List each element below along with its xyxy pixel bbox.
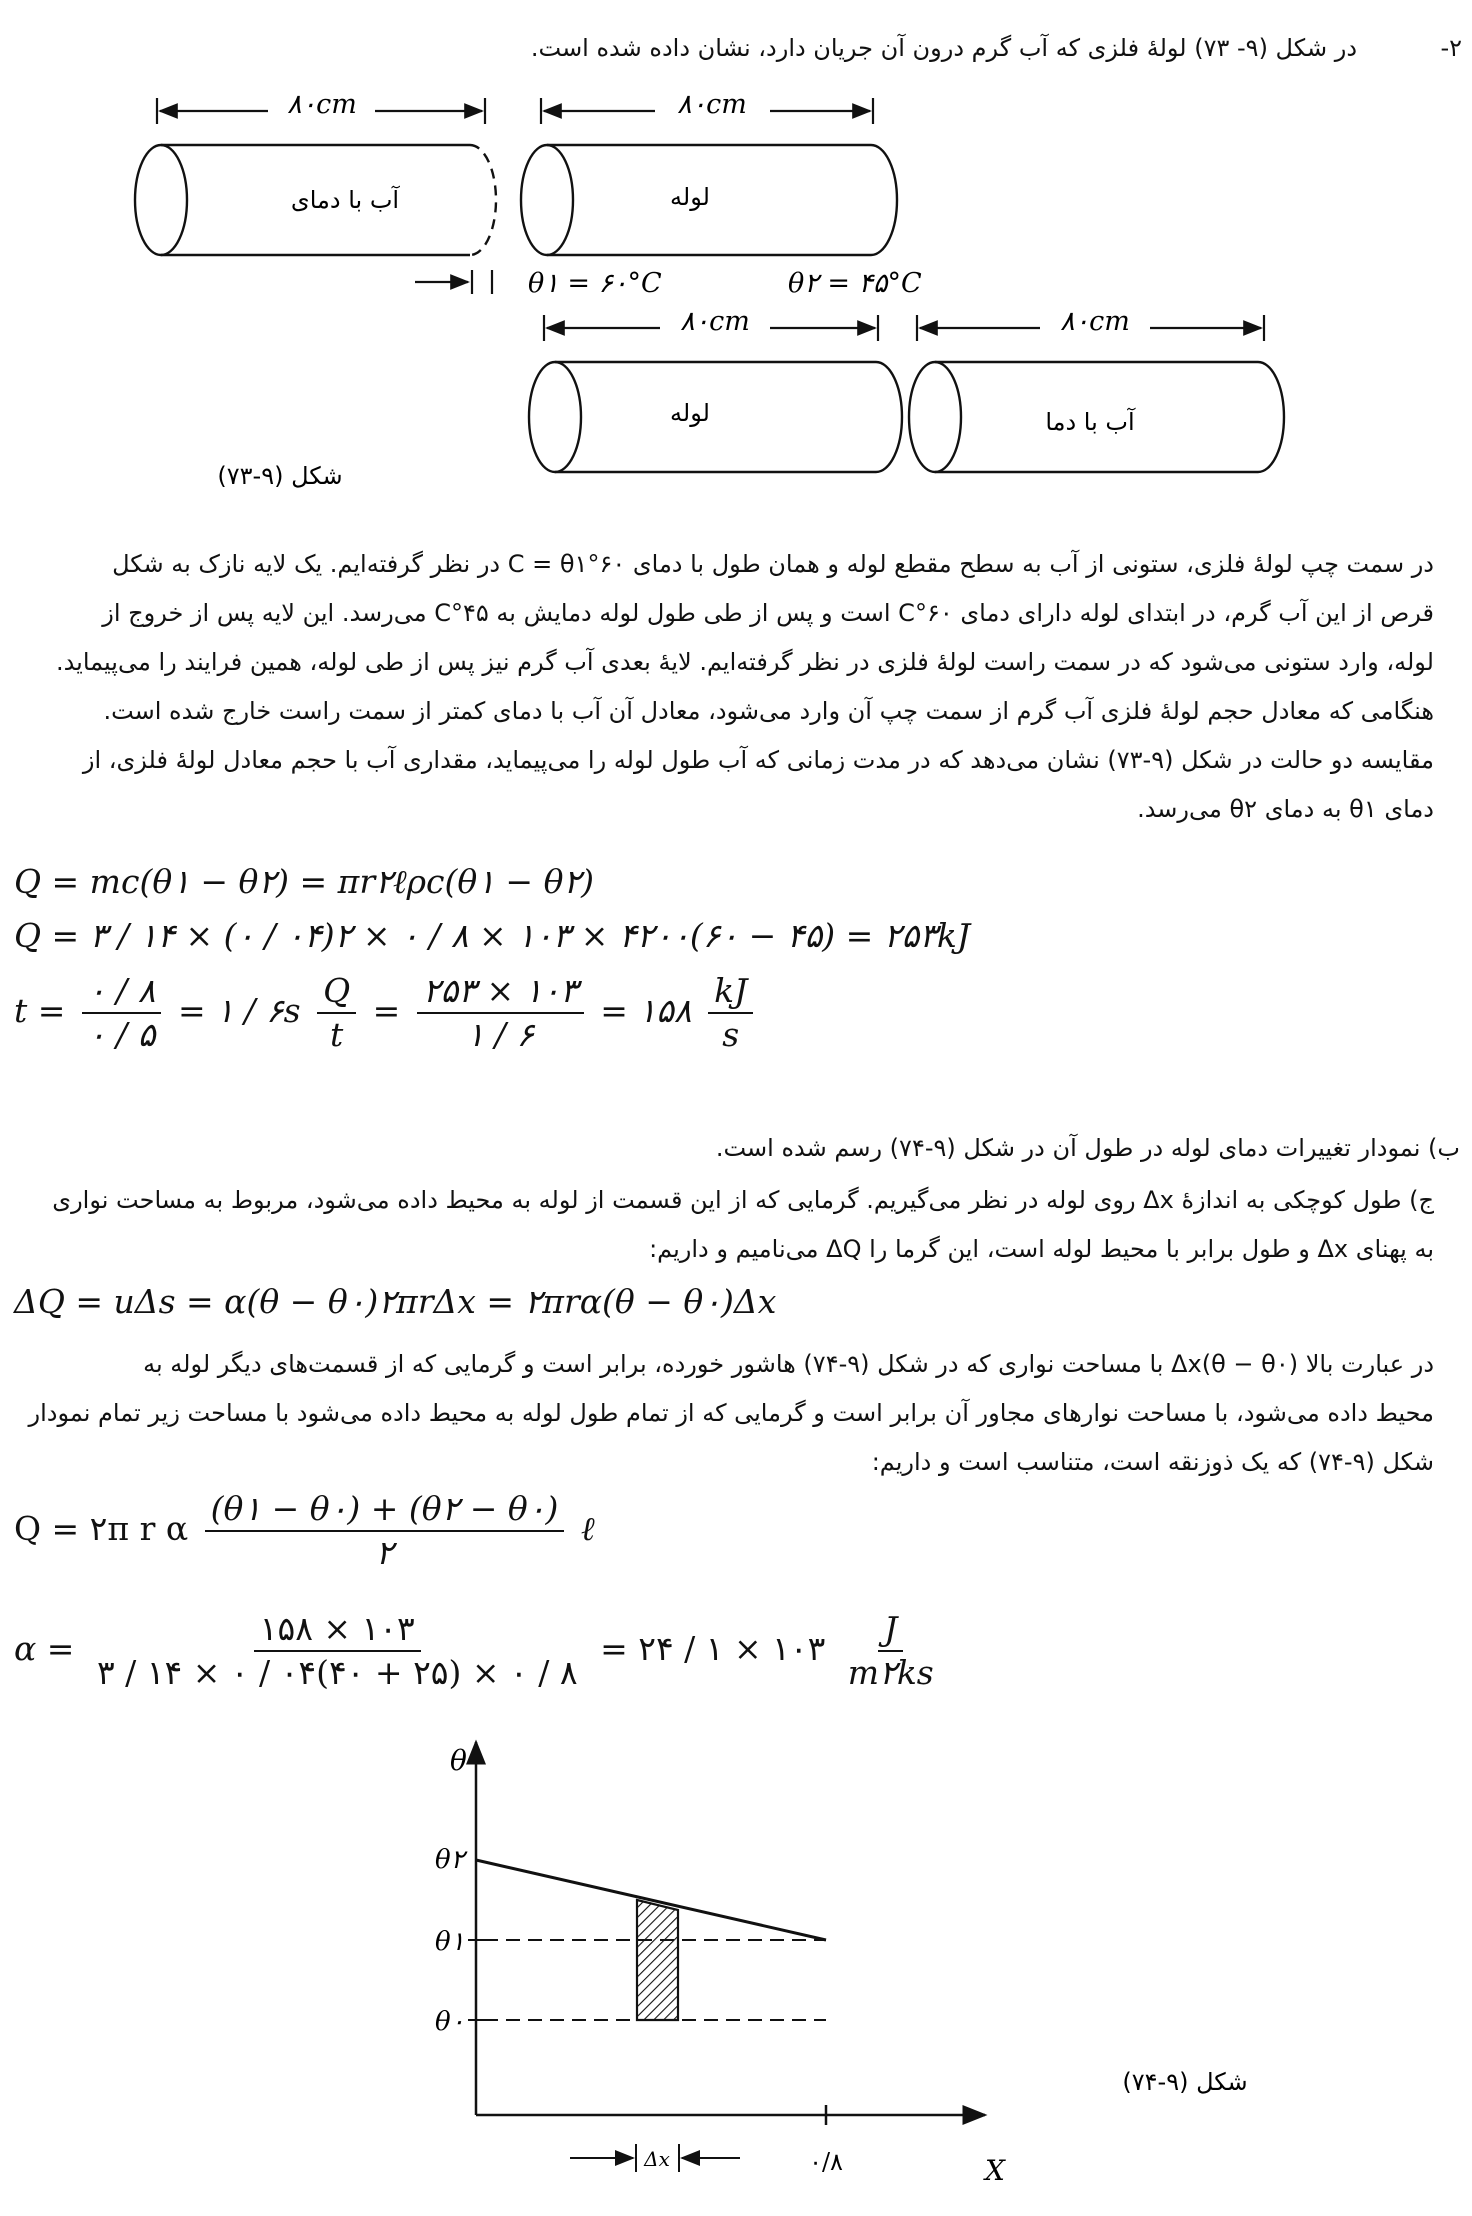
theta2-label: θ۲ = ۴۵°C (788, 268, 922, 299)
equation-dq: ΔQ = uΔs = α(θ − θ۰)۲πrΔx = ۲πrα(θ − θ۰)Δx (14, 1282, 777, 1321)
text-line: دمای θ۱ به دمای θ۲ می‌رسد. (1137, 795, 1434, 823)
problem-number: -۲ (1440, 34, 1462, 62)
text-line: مقایسه دو حالت در شکل (۹-۷۳) نشان می‌دهد که در مدت زمانی که آب طول لوله را می‌پیماید، مقداری آب با حجم معادل لولهٔ فلزی، از (82, 746, 1434, 774)
flow-arrow (415, 270, 492, 294)
y-axis-label: θ (450, 1744, 467, 1777)
text-line: در سمت چپ لولهٔ فلزی، ستونی از آب به سطح مقطع لوله و همان طول با دمای ۶۰°C = θ۱ در نظر گرفته‌ایم. یک لایه نازک به شکل (112, 550, 1434, 578)
t-result: = ۱ / ۶s (177, 990, 301, 1030)
pipe-label-top: لوله (670, 183, 710, 211)
dx-label: Δx (644, 2147, 670, 2171)
figure-73 (120, 85, 1300, 495)
explanation-paragraph-2 (14, 1340, 1434, 1487)
power-num2: ۲۵۳ × ۱۰۳ (417, 972, 584, 1014)
t-lhs: t = (14, 990, 66, 1030)
text-line: ج) طول کوچکی به اندازهٔ Δx روی لوله در نظر می‌گیریم. گرمایی که از این قسمت از لوله به محیط داده می‌شود، مربوط به مساحت نواری (52, 1186, 1434, 1214)
alpha-unit-num: J (878, 1610, 903, 1652)
water-label-bottom: آب با دما (1045, 408, 1135, 436)
alpha-fraction (91, 1610, 584, 1692)
length-label: ۸۰cm (287, 89, 357, 120)
length-label: ۸۰cm (1060, 306, 1130, 337)
power-value-fraction (417, 972, 584, 1054)
t-fraction (82, 972, 162, 1054)
text-line: لوله، وارد ستونی می‌شود که در سمت راست لولهٔ فلزی در نظر گرفته‌ایم. لایهٔ بعدی آب گرم نیز پس از طی لوله، همین فرایند را می‌پیماید. (55, 648, 1434, 676)
length-label: ۸۰cm (680, 306, 750, 337)
text-line: به پهنای Δx و طول برابر با محیط لوله است، این گرما را ΔQ می‌نامیم و داریم: (649, 1235, 1434, 1263)
alpha-num: ۱۵۸ × ۱۰۳ (254, 1610, 421, 1652)
equation-alpha (14, 1610, 946, 1692)
alpha-lhs: α = (14, 1628, 75, 1668)
theta0-tick: θ۰ (435, 2007, 465, 2037)
equation-q-value: Q = ۳ / ۱۴ × (۰ / ۰۴)۲ × ۰ / ۸ × ۱۰۳ × ۴۲۰۰(۶۰ − ۴۵) = ۲۵۳kJ (14, 916, 971, 955)
q-total-lhs: Q = ۲π r α (14, 1508, 189, 1548)
text-line: قرص از این آب گرم، در ابتدای لوله دارای دمای ۶۰°C است و پس از طی طول لوله دمایش به ۴۵°C می‌رسد. این لایه پس از خروج از (102, 599, 1434, 627)
theta1-tick: θ۱ (435, 1927, 465, 1957)
power-result: = ۱۵۸ (600, 990, 692, 1030)
q-total-fraction (205, 1490, 565, 1572)
figure-74 (400, 1720, 1260, 2210)
alpha-rhs: = ۲۴ / ۱ × ۱۰۳ (600, 1628, 826, 1668)
equation-q-formula: Q = mc(θ۱ − θ۲) = πr۲ℓρc(θ۱ − θ۲) (14, 862, 595, 901)
theta1-label: θ۱ = ۶۰°C (528, 268, 662, 299)
power-unit-num: kJ (708, 972, 753, 1014)
equation-q-total (14, 1490, 595, 1572)
text-line: در عبارت بالا (θ − θ۰)Δx با مساحت نواری که در شکل (۹-۷۴) هاشور خورده، برابر است و گرمایی که از قسمت‌های دیگر لوله به (143, 1350, 1434, 1378)
alpha-unit (842, 1610, 940, 1692)
power-num: Q (317, 972, 356, 1014)
power-unit-den: s (722, 1014, 740, 1054)
text-line: هنگامی که معادل حجم لولهٔ فلزی آب گرم از سمت چپ آن وارد می‌شود، معادل آن آب با دمای کمتر از سمت راست خارج شده است. (103, 697, 1434, 725)
x-end-tick: ۰/۸ (809, 2148, 843, 2176)
power-unit (708, 972, 753, 1054)
alpha-unit-den: m۲ks (847, 1652, 934, 1692)
problem-intro: در شکل (۹- ۷۳) لولهٔ فلزی که آب گرم درون آن جریان دارد، نشان داده شده است. (530, 34, 1357, 62)
power-eq: = (372, 990, 401, 1030)
part-c (14, 1176, 1434, 1274)
power-den: t (329, 1014, 344, 1054)
theta2-tick: θ۲ (435, 1845, 465, 1875)
text-line: محیط داده می‌شود، با مساحت نوارهای مجاور آن برابر است و گرمایی که از تمام طول لوله به محیط داده می‌شود با مساحت زیر تمام نمودار (28, 1399, 1434, 1427)
part-b: ب) نمودار تغییرات دمای لوله در طول آن در شکل (۹-۷۴) رسم شده است. (715, 1134, 1460, 1162)
equation-time-power (14, 972, 759, 1054)
t-num: ۰ / ۸ (82, 972, 162, 1014)
power-fraction (317, 972, 356, 1054)
power-den2: ۱ / ۶ (466, 1014, 535, 1054)
length-label: ۸۰cm (677, 89, 747, 120)
explanation-paragraph-1 (14, 540, 1434, 834)
pipe-bottom (529, 362, 902, 472)
t-den: ۰ / ۵ (87, 1014, 156, 1054)
figure74-caption: شکل (۹-۷۴) (1122, 2068, 1248, 2096)
water-label-top: آب با دمای (290, 186, 400, 214)
alpha-den: ۳ / ۱۴ × ۰ / ۰۴(۴۰ + ۲۵) × ۰ / ۸ (96, 1652, 578, 1692)
x-axis-label: X (985, 2154, 1005, 2187)
hatched-strip (637, 1900, 678, 2020)
pipe-label-bottom: لوله (670, 399, 710, 427)
text-line: شکل (۹-۷۴) که یک ذوزنقه است، متناسب است و داریم: (871, 1448, 1434, 1476)
q-total-num: (θ۱ − θ۰) + (θ۲ − θ۰) (205, 1490, 565, 1532)
figure73-caption: شکل (۹-۷۳) (217, 462, 343, 490)
q-total-tail: ℓ (580, 1508, 595, 1548)
q-total-den: ۲ (375, 1532, 394, 1572)
